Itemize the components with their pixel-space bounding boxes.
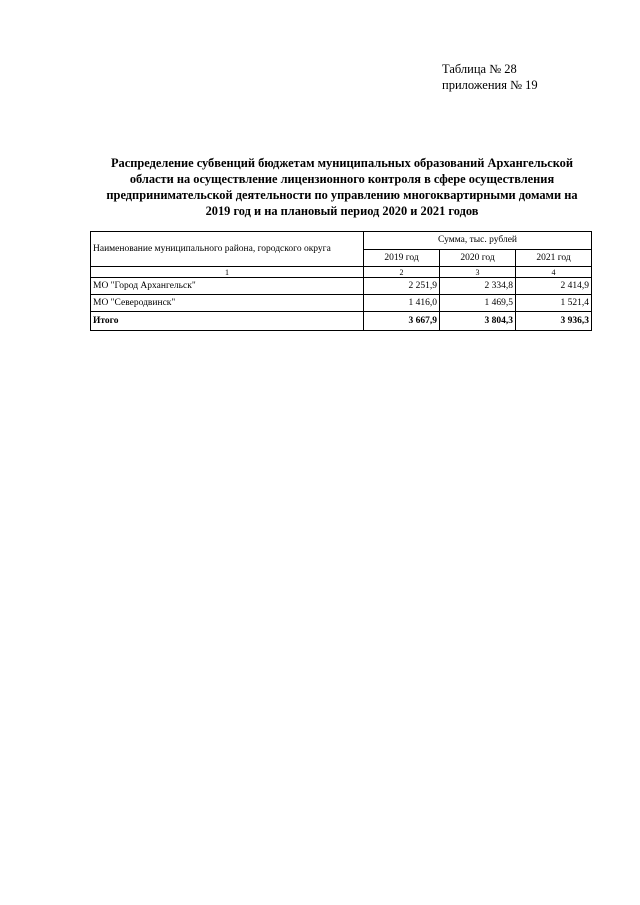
title-line: области на осуществление лицензионного контроля в сфере осуществления — [129, 172, 555, 186]
municipality-name: МО "Город Архангельск" — [91, 278, 364, 295]
table-reference — [442, 61, 538, 93]
sum-header: Сумма, тыс. рублей — [364, 232, 592, 250]
total-2019: 3 667,9 — [364, 312, 440, 331]
table-row — [91, 278, 592, 295]
table-number: Таблица № 28 — [442, 62, 517, 76]
col-name-header: Наименование муниципального района, городского округа — [91, 232, 364, 267]
amount-2021: 1 521,4 — [516, 295, 592, 312]
table-row — [91, 295, 592, 312]
year-header-2019: 2019 год — [364, 250, 440, 267]
municipality-name: МО "Северодвинск" — [91, 295, 364, 312]
amount-2021: 2 414,9 — [516, 278, 592, 295]
title-line: Распределение субвенций бюджетам муниципальных образований Архангельской — [110, 156, 574, 170]
amount-2019: 1 416,0 — [364, 295, 440, 312]
column-number: 3 — [440, 267, 516, 278]
total-label: Итого — [91, 312, 364, 331]
appendix-number: приложения № 19 — [442, 78, 538, 92]
amount-2020: 1 469,5 — [440, 295, 516, 312]
table-header-row — [91, 232, 592, 250]
total-2020: 3 804,3 — [440, 312, 516, 331]
column-number-row — [91, 267, 592, 278]
title-line: 2019 год и на плановый период 2020 и 2021 годов — [205, 204, 479, 218]
column-number: 2 — [364, 267, 440, 278]
column-number: 1 — [91, 267, 364, 278]
subvention-table — [90, 231, 592, 331]
title-line: предпринимательской деятельности по управлению многоквартирными домами на — [106, 188, 578, 202]
amount-2019: 2 251,9 — [364, 278, 440, 295]
total-2021: 3 936,3 — [516, 312, 592, 331]
amount-2020: 2 334,8 — [440, 278, 516, 295]
total-row — [91, 312, 592, 331]
column-number: 4 — [516, 267, 592, 278]
document-title — [84, 155, 600, 219]
year-header-2021: 2021 год — [516, 250, 592, 267]
year-header-2020: 2020 год — [440, 250, 516, 267]
